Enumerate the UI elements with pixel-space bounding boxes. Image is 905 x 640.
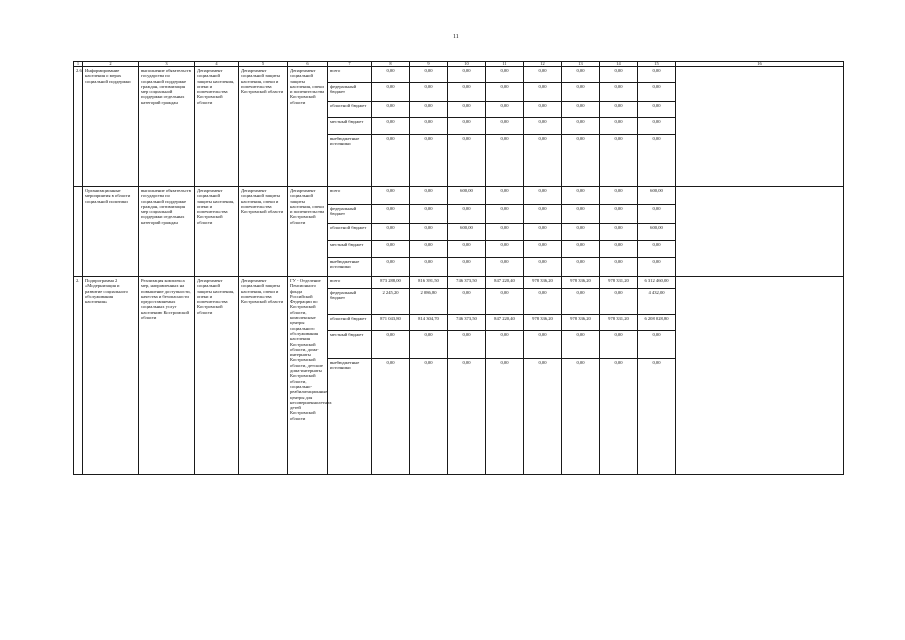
funding-value: 0,00 — [372, 224, 410, 241]
participant: Департамент социальной защиты населения, опеки и попечительства Костромской области — [288, 67, 328, 187]
funding-value: 0,00 — [372, 102, 410, 118]
funding-value: 0,00 — [486, 359, 524, 475]
funding-source: федеральный бюджет — [328, 289, 372, 315]
funding-value: 978 336,20 — [524, 277, 562, 289]
funding-value: 873 288,00 — [372, 277, 410, 289]
funding-value: 0,00 — [524, 83, 562, 102]
funding-value: 0,00 — [562, 83, 600, 102]
funding-source: внебюджетные источники — [328, 258, 372, 277]
funding-value: 0,00 — [372, 205, 410, 224]
executor: Департамент социальной защиты населения, опеки и попечительства Костромской области — [239, 277, 288, 475]
coordinator: Департамент социальной защиты населения, опеки и попечительства Костромской области — [195, 187, 239, 277]
funding-value: 0,00 — [410, 83, 448, 102]
funding-source: областной бюджет — [328, 102, 372, 118]
funding-value: 0,00 — [600, 331, 638, 359]
funding-value: 0,00 — [600, 187, 638, 205]
funding-value: 0,00 — [600, 67, 638, 83]
executor: Департамент социальной защиты населения, опеки и попечительства Костромской области — [239, 67, 288, 187]
funding-value: 0,00 — [448, 331, 486, 359]
funding-value: 0,00 — [410, 331, 448, 359]
funding-value: 0,00 — [524, 224, 562, 241]
header-cell: 4 — [195, 62, 239, 67]
funding-source: всего — [328, 277, 372, 289]
funding-value: 816 391,50 — [410, 277, 448, 289]
funding-value: 0,00 — [486, 241, 524, 258]
measure-name: Организационные мероприятия в области социальной политики — [83, 187, 139, 277]
funding-value: 0,00 — [372, 241, 410, 258]
funding-value: 0,00 — [410, 241, 448, 258]
funding-value: 0,00 — [600, 83, 638, 102]
executor: Департамент социальной защиты населения, опеки и попечительства Костромской области — [239, 187, 288, 277]
table-row — [74, 67, 844, 83]
header-cell: 9 — [410, 62, 448, 67]
header-cell: 13 — [562, 62, 600, 67]
funding-value: 0,00 — [524, 289, 562, 315]
funding-value: 978 336,20 — [562, 277, 600, 289]
funding-value: 0,00 — [486, 83, 524, 102]
funding-value: 0,00 — [486, 258, 524, 277]
header-cell: 7 — [328, 62, 372, 67]
funding-source: внебюджетные источники — [328, 359, 372, 475]
funding-value: 0,00 — [600, 102, 638, 118]
funding-value: 0,00 — [524, 102, 562, 118]
funding-value: 0,00 — [372, 187, 410, 205]
funding-value: 0,00 — [562, 224, 600, 241]
funding-value: 0,00 — [524, 331, 562, 359]
header-cell: 3 — [139, 62, 195, 67]
funding-value: 0,00 — [600, 135, 638, 187]
funding-value: 0,00 — [448, 135, 486, 187]
funding-value: 0,00 — [448, 83, 486, 102]
funding-value: 0,00 — [486, 187, 524, 205]
funding-value: 0,00 — [638, 83, 676, 102]
funding-value: 978 336,20 — [524, 315, 562, 331]
funding-value: 0,00 — [372, 67, 410, 83]
funding-value: 0,00 — [562, 118, 600, 135]
empty-column-16 — [676, 67, 844, 187]
funding-value: 0,00 — [372, 359, 410, 475]
funding-value: 847 220,40 — [486, 315, 524, 331]
table-row — [74, 187, 844, 205]
funding-value: 0,00 — [638, 331, 676, 359]
funding-source: федеральный бюджет — [328, 205, 372, 224]
measure-goal: выполнение обязательств государства по социальной поддержке граждан, оптимизация мер социальной поддержки отдельных категорий граждан — [139, 67, 195, 187]
header-cell: 6 — [288, 62, 328, 67]
funding-value: 0,00 — [562, 205, 600, 224]
funding-value: 0,00 — [524, 258, 562, 277]
header-cell: 16 — [676, 62, 844, 67]
table-row — [74, 277, 844, 289]
empty-column-16 — [676, 277, 844, 475]
funding-value: 0,00 — [638, 135, 676, 187]
funding-value: 0,00 — [600, 359, 638, 475]
funding-value: 0,00 — [372, 83, 410, 102]
funding-value: 0,00 — [524, 205, 562, 224]
funding-value: 6 208 028,80 — [638, 315, 676, 331]
funding-value: 0,00 — [638, 241, 676, 258]
funding-value: 4 432,00 — [638, 289, 676, 315]
funding-value: 0,00 — [486, 102, 524, 118]
funding-value: 600,00 — [638, 187, 676, 205]
page-number: 11 — [453, 34, 459, 40]
funding-value: 0,00 — [448, 241, 486, 258]
header-cell: 2 — [83, 62, 139, 67]
funding-value: 978 331,20 — [600, 277, 638, 289]
funding-value: 0,00 — [638, 118, 676, 135]
funding-value: 0,00 — [448, 102, 486, 118]
funding-value: 600,00 — [448, 187, 486, 205]
funding-value: 0,00 — [524, 135, 562, 187]
funding-value: 978 331,20 — [600, 315, 638, 331]
funding-value: 2 245,20 — [372, 289, 410, 315]
funding-value: 0,00 — [410, 224, 448, 241]
funding-value: 0,00 — [486, 205, 524, 224]
funding-value: 0,00 — [486, 67, 524, 83]
funding-value: 0,00 — [410, 135, 448, 187]
funding-source: всего — [328, 187, 372, 205]
funding-value: 0,00 — [524, 67, 562, 83]
header-cell: 8 — [372, 62, 410, 67]
funding-value: 746 373,50 — [448, 277, 486, 289]
funding-value: 0,00 — [486, 331, 524, 359]
funding-value: 0,00 — [638, 359, 676, 475]
header-cell: 5 — [239, 62, 288, 67]
funding-value: 0,00 — [410, 67, 448, 83]
funding-value: 0,00 — [600, 224, 638, 241]
funding-source: местный бюджет — [328, 118, 372, 135]
row-number: 2.6 — [74, 67, 83, 187]
funding-value: 0,00 — [372, 258, 410, 277]
funding-value: 814 304,70 — [410, 315, 448, 331]
funding-value: 0,00 — [372, 118, 410, 135]
funding-value: 0,00 — [562, 135, 600, 187]
funding-value: 0,00 — [372, 135, 410, 187]
funding-value: 0,00 — [410, 118, 448, 135]
funding-value: 0,00 — [562, 258, 600, 277]
coordinator: Департамент социальной защиты населения, опеки и попечительства Костромской области — [195, 277, 239, 475]
funding-value: 0,00 — [410, 205, 448, 224]
funding-value: 0,00 — [448, 67, 486, 83]
funding-value: 0,00 — [638, 102, 676, 118]
funding-source: местный бюджет — [328, 241, 372, 258]
funding-value: 0,00 — [562, 331, 600, 359]
funding-value: 0,00 — [448, 118, 486, 135]
funding-value: 0,00 — [562, 359, 600, 475]
empty-column-16 — [676, 187, 844, 277]
funding-value: 978 336,20 — [562, 315, 600, 331]
funding-source: областной бюджет — [328, 224, 372, 241]
funding-value: 871 043,80 — [372, 315, 410, 331]
funding-value: 0,00 — [600, 118, 638, 135]
coordinator: Департамент социальной защиты населения, опеки и попечительства Костромской области — [195, 67, 239, 187]
funding-value: 847 220,40 — [486, 277, 524, 289]
funding-value: 0,00 — [600, 241, 638, 258]
funding-value: 0,00 — [448, 289, 486, 315]
financing-table — [73, 61, 844, 475]
funding-value: 0,00 — [638, 258, 676, 277]
measure-goal: выполнение обязательств государства по социальной поддержке граждан, оптимизация мер социальной поддержки отдельных категорий граждан — [139, 187, 195, 277]
row-number — [74, 187, 83, 277]
funding-source: областной бюджет — [328, 315, 372, 331]
funding-value: 0,00 — [410, 187, 448, 205]
header-cell: 11 — [486, 62, 524, 67]
funding-value: 0,00 — [524, 359, 562, 475]
funding-value: 0,00 — [448, 205, 486, 224]
funding-value: 0,00 — [562, 67, 600, 83]
header-cell: 1 — [74, 62, 83, 67]
funding-value: 0,00 — [524, 118, 562, 135]
header-cell: 10 — [448, 62, 486, 67]
funding-value: 746 373,50 — [448, 315, 486, 331]
funding-value: 0,00 — [600, 258, 638, 277]
funding-value: 0,00 — [448, 359, 486, 475]
funding-value: 2 086,80 — [410, 289, 448, 315]
funding-value: 0,00 — [638, 205, 676, 224]
funding-value: 0,00 — [486, 118, 524, 135]
funding-source: внебюджетные источники — [328, 135, 372, 187]
funding-value: 0,00 — [562, 102, 600, 118]
measure-name: Подпрограмма 2 «Модернизация и развитие социального обслуживания населения» — [83, 277, 139, 475]
funding-value: 0,00 — [372, 331, 410, 359]
funding-value: 0,00 — [524, 241, 562, 258]
row-number: 2. — [74, 277, 83, 475]
funding-value: 0,00 — [638, 67, 676, 83]
funding-value: 0,00 — [486, 289, 524, 315]
funding-source: федеральный бюджет — [328, 83, 372, 102]
header-cell: 15 — [638, 62, 676, 67]
funding-value: 600,00 — [638, 224, 676, 241]
measure-goal: Реализация комплекса мер, направленных на повышение доступности, качества и безопасности предоставляемых социальных услуг населению Костромской области — [139, 277, 195, 475]
header-cell: 12 — [524, 62, 562, 67]
measure-name: Информирование населения о мерах социальной поддержки — [83, 67, 139, 187]
funding-value: 0,00 — [410, 359, 448, 475]
funding-value: 0,00 — [486, 135, 524, 187]
funding-value: 600,00 — [448, 224, 486, 241]
funding-value: 0,00 — [486, 224, 524, 241]
participant: Департамент социальной защиты населения, опеки и попечительства Костромской области — [288, 187, 328, 277]
funding-value: 0,00 — [562, 241, 600, 258]
funding-value: 0,00 — [410, 258, 448, 277]
funding-value: 0,00 — [448, 258, 486, 277]
funding-source: всего — [328, 67, 372, 83]
funding-value: 0,00 — [600, 289, 638, 315]
funding-value: 0,00 — [562, 187, 600, 205]
funding-source: местный бюджет — [328, 331, 372, 359]
funding-value: 0,00 — [600, 205, 638, 224]
header-cell: 14 — [600, 62, 638, 67]
funding-value: 0,00 — [562, 289, 600, 315]
funding-value: 0,00 — [524, 187, 562, 205]
funding-value: 0,00 — [410, 102, 448, 118]
participant: ГУ - Отделение Пенсионного фонда Российской Федерации по Костромской области, комплексные центры социального обслуживания населения Костромской области, дома-интернаты Костромской области, детские дома-интернаты Костромской области, социально-реабилитационные центры для несовершеннолетних детей Костромской области — [288, 277, 328, 475]
funding-value: 6 312 460,00 — [638, 277, 676, 289]
